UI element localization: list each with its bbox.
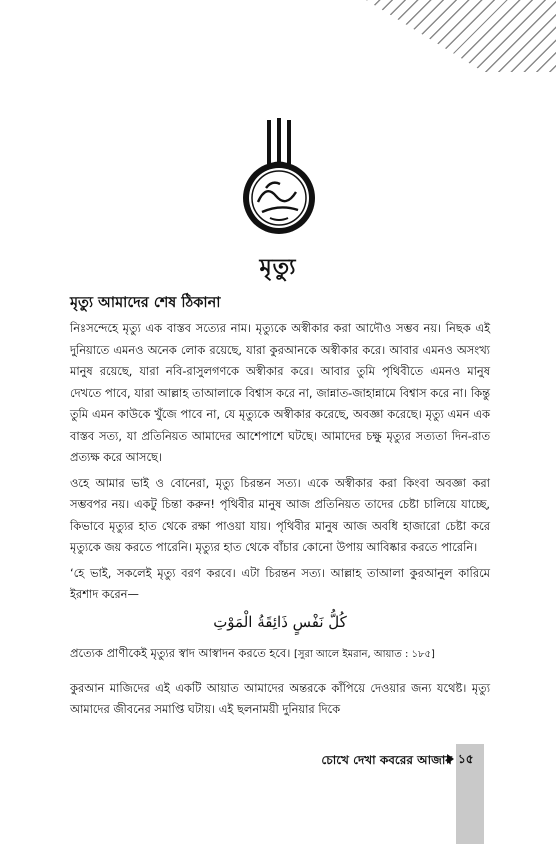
paragraph-2: ওহে আমার ভাই ও বোনেরা, মৃত্যু চিরন্তন সত্য। একে অস্বীকার করা কিংবা অবজ্ঞা করা সম্ভবপর নয়। একটু চিন্তা করুন! পৃথিবীর মানুষ আজ প্রতিনিয়ত তাদের চেষ্টা চালিয়ে যাচ্ছে, কিভাবে মৃত্যুর হাত থেকে রক্ষা পাওয়া যায়। পৃথিবীর মানুষ আজ অবধি হাজারো চেষ্টা করে মৃত্যুকে জয় করতে পারেনি। মৃত্যুর হাত থেকে বাঁচার কোনো উপায় আবিষ্কার করতে পারেনি। <box>70 475 490 554</box>
paragraph-5: কুরআন মাজিদের এই একটি আয়াত আমাদের অন্তরকে কাঁপিয়ে দেওয়ার জন্য যথেষ্ট। মৃত্যু আমাদের জীবনের সমাপ্তি ঘটায়। এই ছলনাময়ী দুনিয়ার দিকে <box>70 680 490 716</box>
paragraph-4 <box>70 643 490 666</box>
footer-book-title: চোখে দেখা কবরের আজাব <box>321 753 452 767</box>
body-text <box>70 318 490 725</box>
page-number: ১৫ <box>458 752 474 766</box>
section-heading: মৃত্যু আমাদের শেষ ঠিকানা <box>70 295 221 311</box>
calligraphy-emblem <box>236 118 322 236</box>
arabic-verse: كُلُّ نَفْسٍ ذَائِقَةُ الْمَوْتِ <box>213 612 347 631</box>
paragraph-1: নিঃসন্দেহে মৃত্যু এক বাস্তব সত্যের নাম। মৃত্যুকে অস্বীকার করা আদৌও সম্ভব নয়। নিছক এই দুনিয়াতে এমনও অনেক লোক রয়েছে, যারা কুরআনকে অস্বীকার করে। আবার এমনও অসংখ্য মানুষ রয়েছে, যারা নবি-রাসুলগণকে অস্বীকার করে। আবার তুমি পৃথিবীতে এমনও মানুষ দেখতে পাবে, যারা আল্লাহ তাআলাকে বিশ্বাস করে না, জান্নাত-জাহান্নামে বিশ্বাস করে না। কিন্তু তুমি এমন কাউকে খুঁজে পাবে না, যে মৃত্যুকে অস্বীকার করেছে, অবজ্ঞা করেছে। মৃত্যু এমন এক বাস্তব সত্য, যা প্রতিনিয়ত আমাদের আশেপাশে ঘটছে। আমাদের চক্ষু মৃত্যুর সত্যতা দিন-রাত প্রত্যক্ষ করে আসছে। <box>70 321 490 464</box>
corner-hatch-decoration <box>366 0 556 72</box>
arrow-right-icon <box>447 754 454 764</box>
paragraph-3: ‘হে ভাই, সকলেই মৃত্যু বরণ করবে। এটা চিরন্তন সত্য। আল্লাহ তাআলা কুরআনুল কারিমে ইরশাদ করেন— <box>70 565 490 601</box>
verse-translation: প্রত্যেক প্রাণীকেই মৃত্যুর স্বাদ আস্বাদন করতে হবে। <box>70 646 291 660</box>
verse-citation: [সুরা আলে ইমরান, আয়াত : ১৮৫] <box>293 649 435 660</box>
chapter-title: মৃত্যু <box>259 255 297 280</box>
